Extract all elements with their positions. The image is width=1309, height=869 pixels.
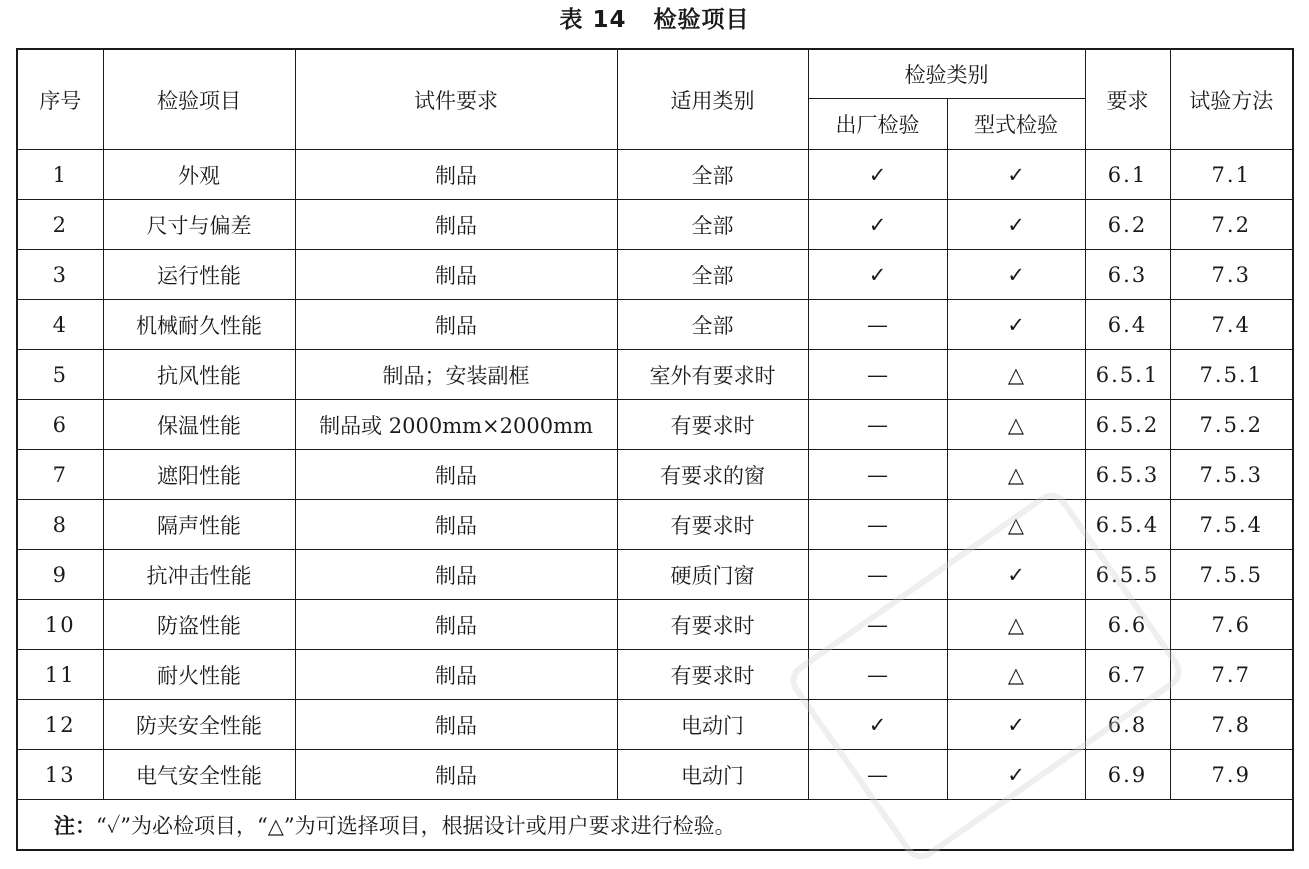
cell-method: 7.7 xyxy=(1170,650,1293,700)
cell-sample: 制品 xyxy=(295,500,617,550)
cell-factory: — xyxy=(808,500,947,550)
cell-factory: — xyxy=(808,300,947,350)
cell-method: 7.5.3 xyxy=(1170,450,1293,500)
table-note xyxy=(17,800,1293,851)
header-factory: 出厂检验 xyxy=(808,99,947,150)
cell-factory: — xyxy=(808,750,947,800)
cell-method: 7.5.2 xyxy=(1170,400,1293,450)
cell-type-test: ✓ xyxy=(947,550,1085,600)
cell-method: 7.1 xyxy=(1170,150,1293,200)
cell-seq: 11 xyxy=(17,650,103,700)
cell-requirement: 6.5.3 xyxy=(1085,450,1170,500)
cell-scope: 室外有要求时 xyxy=(617,350,808,400)
cell-method: 7.4 xyxy=(1170,300,1293,350)
table-row xyxy=(17,650,1293,700)
header-row xyxy=(17,49,1293,99)
cell-scope: 硬质门窗 xyxy=(617,550,808,600)
note-text: “✓”为必检项目，“△”为可选择项目，根据设计或用户要求进行检验。 xyxy=(96,813,736,838)
cell-factory: ✓ xyxy=(808,700,947,750)
table-row xyxy=(17,400,1293,450)
cell-sample: 制品 xyxy=(295,600,617,650)
cell-item: 运行性能 xyxy=(103,250,295,300)
cell-seq: 1 xyxy=(17,150,103,200)
cell-method: 7.5.1 xyxy=(1170,350,1293,400)
table-row xyxy=(17,350,1293,400)
cell-item: 防夹安全性能 xyxy=(103,700,295,750)
cell-factory: ✓ xyxy=(808,150,947,200)
header-scope: 适用类别 xyxy=(617,49,808,150)
cell-sample: 制品 xyxy=(295,150,617,200)
table-body xyxy=(17,150,1293,800)
cell-item: 耐火性能 xyxy=(103,650,295,700)
cell-requirement: 6.5.1 xyxy=(1085,350,1170,400)
table-row xyxy=(17,150,1293,200)
header-method: 试验方法 xyxy=(1170,49,1293,150)
header-seq: 序号 xyxy=(17,49,103,150)
table-row xyxy=(17,600,1293,650)
cell-method: 7.3 xyxy=(1170,250,1293,300)
cell-seq: 3 xyxy=(17,250,103,300)
cell-seq: 2 xyxy=(17,200,103,250)
cell-sample: 制品 xyxy=(295,300,617,350)
cell-type-test: △ xyxy=(947,450,1085,500)
cell-seq: 12 xyxy=(17,700,103,750)
cell-requirement: 6.9 xyxy=(1085,750,1170,800)
cell-requirement: 6.5.4 xyxy=(1085,500,1170,550)
note-row xyxy=(17,800,1293,851)
cell-requirement: 6.2 xyxy=(1085,200,1170,250)
cell-type-test: ✓ xyxy=(947,150,1085,200)
cell-type-test: ✓ xyxy=(947,750,1085,800)
cell-item: 隔声性能 xyxy=(103,500,295,550)
table-row xyxy=(17,550,1293,600)
cell-type-test: ✓ xyxy=(947,300,1085,350)
cell-sample: 制品 xyxy=(295,250,617,300)
cell-scope: 全部 xyxy=(617,300,808,350)
table-row xyxy=(17,750,1293,800)
cell-seq: 8 xyxy=(17,500,103,550)
cell-scope: 有要求时 xyxy=(617,400,808,450)
cell-requirement: 6.5.2 xyxy=(1085,400,1170,450)
cell-scope: 有要求时 xyxy=(617,600,808,650)
cell-type-test: △ xyxy=(947,600,1085,650)
cell-method: 7.6 xyxy=(1170,600,1293,650)
inspection-items-table xyxy=(16,48,1294,851)
table-row xyxy=(17,200,1293,250)
cell-requirement: 6.1 xyxy=(1085,150,1170,200)
cell-type-test: △ xyxy=(947,500,1085,550)
cell-factory: — xyxy=(808,550,947,600)
cell-type-test: △ xyxy=(947,650,1085,700)
header-sample: 试件要求 xyxy=(295,49,617,150)
cell-method: 7.8 xyxy=(1170,700,1293,750)
cell-sample: 制品 xyxy=(295,700,617,750)
cell-requirement: 6.6 xyxy=(1085,600,1170,650)
cell-item: 外观 xyxy=(103,150,295,200)
cell-factory: ✓ xyxy=(808,200,947,250)
cell-type-test: ✓ xyxy=(947,200,1085,250)
cell-scope: 电动门 xyxy=(617,700,808,750)
cell-item: 尺寸与偏差 xyxy=(103,200,295,250)
cell-seq: 10 xyxy=(17,600,103,650)
cell-item: 机械耐久性能 xyxy=(103,300,295,350)
cell-requirement: 6.7 xyxy=(1085,650,1170,700)
cell-type-test: △ xyxy=(947,400,1085,450)
cell-item: 防盗性能 xyxy=(103,600,295,650)
cell-item: 保温性能 xyxy=(103,400,295,450)
header-inspection-type: 检验类别 xyxy=(808,49,1085,99)
cell-method: 7.5.4 xyxy=(1170,500,1293,550)
cell-seq: 4 xyxy=(17,300,103,350)
cell-requirement: 6.4 xyxy=(1085,300,1170,350)
cell-sample: 制品 xyxy=(295,550,617,600)
cell-factory: — xyxy=(808,400,947,450)
cell-sample: 制品 xyxy=(295,200,617,250)
cell-scope: 电动门 xyxy=(617,750,808,800)
table-row xyxy=(17,450,1293,500)
table-row xyxy=(17,500,1293,550)
cell-sample: 制品或 2000mm×2000mm xyxy=(295,400,617,450)
cell-sample: 制品；安装副框 xyxy=(295,350,617,400)
cell-factory: — xyxy=(808,650,947,700)
cell-seq: 6 xyxy=(17,400,103,450)
cell-item: 遮阳性能 xyxy=(103,450,295,500)
table-row xyxy=(17,700,1293,750)
header-requirement: 要求 xyxy=(1085,49,1170,150)
cell-requirement: 6.8 xyxy=(1085,700,1170,750)
cell-requirement: 6.5.5 xyxy=(1085,550,1170,600)
cell-scope: 有要求时 xyxy=(617,650,808,700)
cell-factory: — xyxy=(808,600,947,650)
cell-method: 7.9 xyxy=(1170,750,1293,800)
cell-sample: 制品 xyxy=(295,650,617,700)
table-row xyxy=(17,300,1293,350)
cell-seq: 13 xyxy=(17,750,103,800)
cell-scope: 有要求时 xyxy=(617,500,808,550)
cell-seq: 5 xyxy=(17,350,103,400)
cell-requirement: 6.3 xyxy=(1085,250,1170,300)
cell-scope: 全部 xyxy=(617,200,808,250)
cell-seq: 9 xyxy=(17,550,103,600)
cell-type-test: ✓ xyxy=(947,700,1085,750)
cell-factory: ✓ xyxy=(808,250,947,300)
cell-item: 电气安全性能 xyxy=(103,750,295,800)
cell-scope: 有要求的窗 xyxy=(617,450,808,500)
header-type-test: 型式检验 xyxy=(947,99,1085,150)
cell-scope: 全部 xyxy=(617,250,808,300)
cell-item: 抗冲击性能 xyxy=(103,550,295,600)
note-prefix: 注： xyxy=(54,813,96,838)
cell-factory: — xyxy=(808,350,947,400)
table-row xyxy=(17,250,1293,300)
cell-type-test: ✓ xyxy=(947,250,1085,300)
cell-type-test: △ xyxy=(947,350,1085,400)
header-item: 检验项目 xyxy=(103,49,295,150)
cell-factory: — xyxy=(808,450,947,500)
cell-sample: 制品 xyxy=(295,450,617,500)
cell-method: 7.2 xyxy=(1170,200,1293,250)
table-title: 表 14 检验项目 xyxy=(559,7,750,33)
cell-method: 7.5.5 xyxy=(1170,550,1293,600)
cell-sample: 制品 xyxy=(295,750,617,800)
cell-scope: 全部 xyxy=(617,150,808,200)
cell-item: 抗风性能 xyxy=(103,350,295,400)
cell-seq: 7 xyxy=(17,450,103,500)
